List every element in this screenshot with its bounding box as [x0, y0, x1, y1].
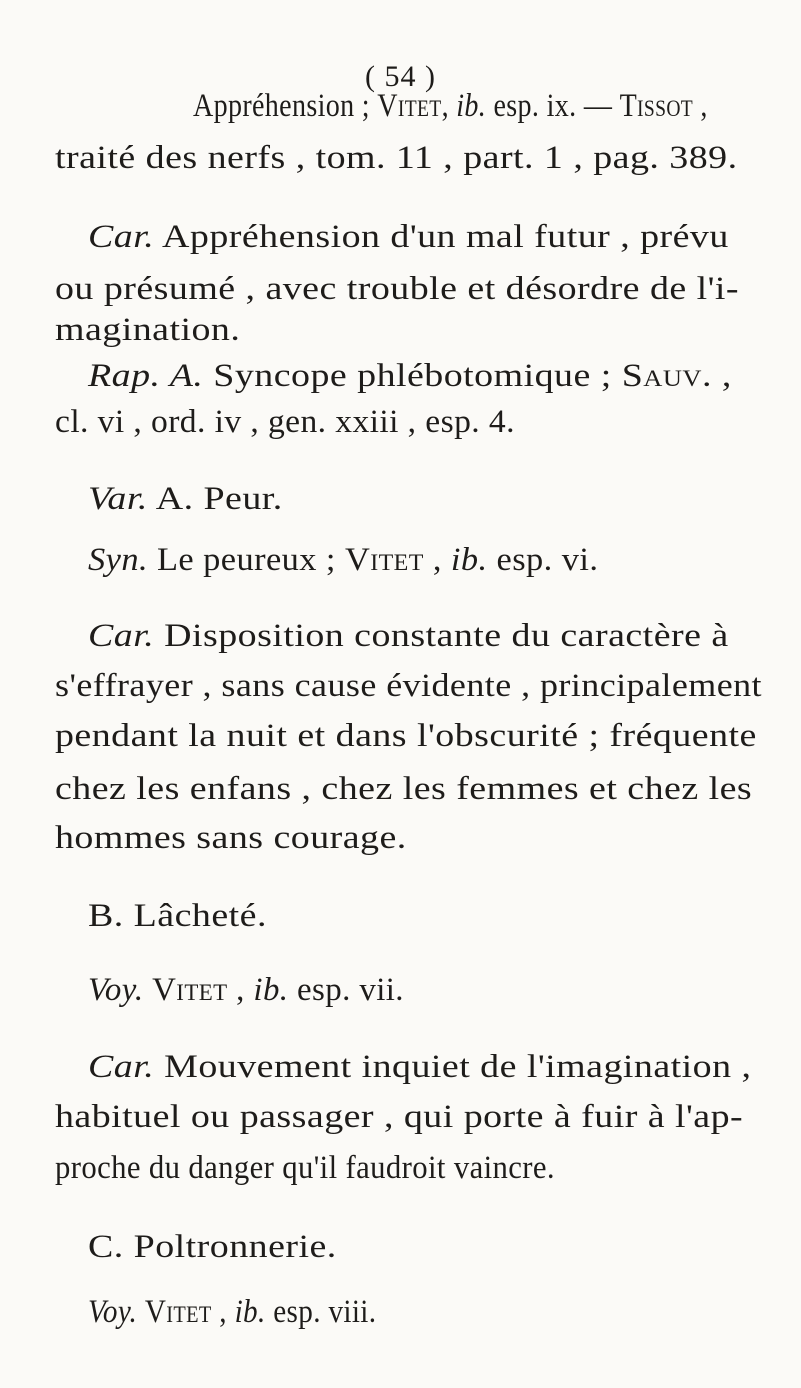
- text-line: [55, 716, 757, 756]
- text-run: ,: [211, 1294, 235, 1330]
- text-run: ,: [711, 358, 732, 394]
- text-run: proche du danger qu'il faudroit vaincre.: [55, 1150, 555, 1186]
- text-run: Le peureux ;: [147, 542, 345, 578]
- text-run: ib.: [456, 88, 487, 124]
- text-run: ,: [227, 972, 254, 1008]
- text-run: Vitet: [377, 88, 442, 124]
- text-run: magination.: [55, 312, 241, 348]
- text-run: ib.: [450, 542, 488, 578]
- text-run: cl. vi , ord. iv , gen. xxiii , esp. 4.: [55, 404, 515, 440]
- text-run: pendant la nuit et dans l'obscurité ; fréquente: [55, 718, 757, 754]
- text-run: Disposition constante du caractère à: [154, 618, 729, 654]
- text-run: Car.: [88, 618, 155, 654]
- text-line: [88, 896, 267, 936]
- text-run: Appréhension ;: [193, 88, 378, 124]
- text-line: [88, 616, 729, 656]
- text-line: [193, 86, 708, 126]
- text-run: C. Poltronnerie.: [88, 1229, 337, 1265]
- text-run: Tissot: [619, 88, 694, 124]
- text-run: hommes sans courage.: [55, 820, 407, 856]
- page-number: ( 54 ): [365, 60, 436, 93]
- text-run: ib.: [234, 1294, 266, 1330]
- text-line: [88, 479, 283, 519]
- text-run: traité des nerfs , tom. 11 , part. 1 , pag. 389.: [55, 140, 738, 176]
- text-run: Mouvement inquiet de l'imagination ,: [154, 1049, 752, 1085]
- text-run: ,: [423, 542, 451, 578]
- text-run: ,: [693, 88, 708, 124]
- text-run: Syncope phlébotomique ;: [203, 358, 622, 394]
- text-line: [55, 310, 240, 350]
- text-run: Vitet: [152, 972, 228, 1008]
- text-line: [55, 1148, 555, 1188]
- text-line: [55, 818, 407, 858]
- text-run: s'effrayer , sans cause évidente , principalement: [55, 668, 763, 704]
- text-run: Voy.: [88, 1294, 138, 1330]
- text-line: [88, 970, 404, 1010]
- text-run: ,: [441, 88, 457, 124]
- text-line: [55, 769, 752, 809]
- text-line: [88, 217, 729, 257]
- text-run: Voy.: [88, 972, 144, 1008]
- text-run: ib.: [253, 972, 289, 1008]
- text-run: Car.: [88, 219, 155, 255]
- text-run: B. Lâcheté.: [88, 898, 267, 934]
- text-line: [88, 356, 732, 396]
- text-line: [55, 269, 739, 309]
- text-run: esp. vii.: [288, 972, 404, 1008]
- text-line: [88, 1292, 376, 1332]
- text-run: Var.: [88, 481, 148, 517]
- text-run: esp. viii.: [265, 1294, 377, 1330]
- text-run: ou présumé , avec trouble et désordre de l'i-: [55, 271, 740, 307]
- text-line: [88, 1047, 751, 1087]
- text-run: Vitet: [144, 1294, 212, 1330]
- text-run: habituel ou passager , qui porte à fuir à l'ap-: [55, 1099, 744, 1135]
- text-line: [88, 540, 598, 580]
- text-run: Syn.: [88, 542, 148, 578]
- text-run: Car.: [88, 1049, 155, 1085]
- text-run: esp. ix. —: [486, 88, 620, 124]
- text-run: Vitet: [344, 542, 424, 578]
- text-run: Rap. A.: [88, 358, 204, 394]
- text-run: A. Peur.: [147, 481, 283, 517]
- text-run: chez les enfans , chez les femmes et chez les: [55, 771, 753, 807]
- text-line: [55, 402, 515, 442]
- text-run: Sauv.: [621, 358, 712, 394]
- text-line: [55, 138, 738, 178]
- text-line: [55, 1097, 743, 1137]
- text-run: Appréhension d'un mal futur , prévu: [154, 219, 729, 255]
- text-run: esp. vi.: [487, 542, 599, 578]
- text-line: [88, 1227, 337, 1267]
- text-line: [55, 666, 762, 706]
